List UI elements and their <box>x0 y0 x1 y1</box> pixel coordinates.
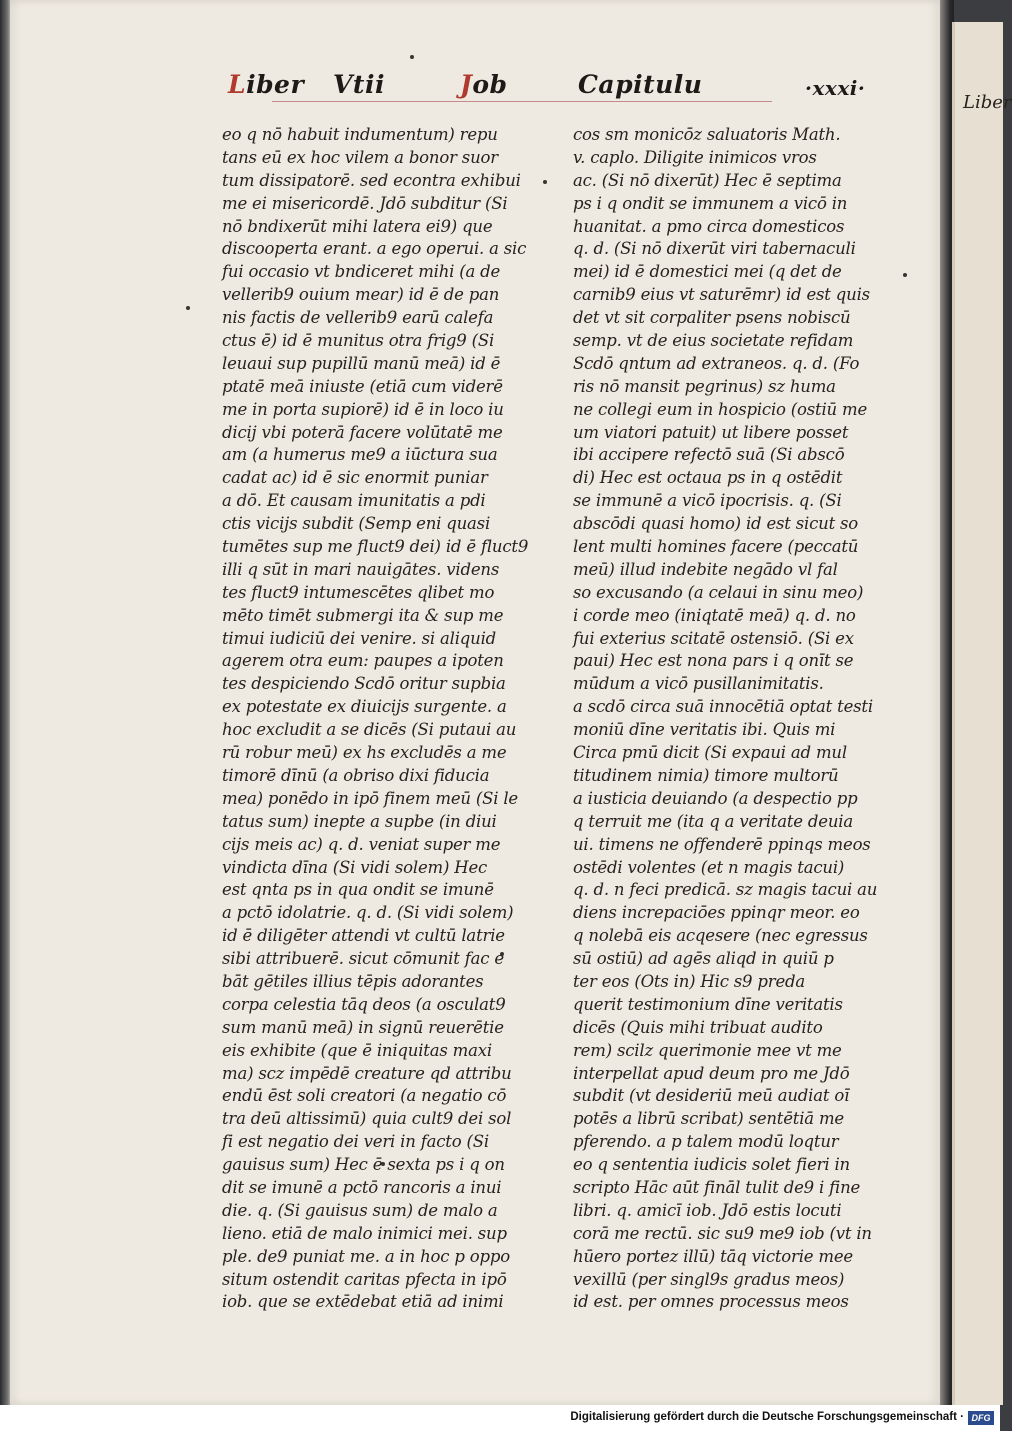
text-line: cadat ac) id ē sic enormit puniar <box>222 468 488 488</box>
dfg-logo: DFG <box>968 1411 994 1425</box>
text-line: hoc excludit a se dicēs (Si putaui au <box>222 720 517 740</box>
text-line: me in porta supiorē) id ē in loco iu <box>222 399 504 419</box>
pin-mark <box>410 55 414 59</box>
adjacent-page-header: Liber <box>963 92 1012 113</box>
header-capitulum: Capitulu <box>578 70 703 99</box>
text-line: die. q. (Si gauisus sum) de malo a <box>222 1200 498 1220</box>
text-line: ac. (Si nō dixerūt) Hec ē septima <box>573 170 842 190</box>
text-line: lieno. etiā de malo inimici mei. sup <box>222 1223 507 1243</box>
text-line: mea) ponēdo in ipō finem meū (Si le <box>222 788 518 808</box>
text-line: mei) id ē domestici mei (q det de <box>573 262 842 282</box>
text-line: gauisus sum) Hec ē sexta ps i q on <box>222 1155 505 1175</box>
text-line: se immunē a vicō ipocrisis. q. (Si <box>573 491 842 511</box>
text-line: sibi attribuerē. sicut cōmunit fac e <box>222 949 504 969</box>
text-line: vindicta dīna (Si vidi solem) Hec <box>222 857 488 877</box>
text-line: mūdum a vicō pusillanimitatis. <box>573 674 824 694</box>
header-liber-rest: iber <box>246 70 305 99</box>
text-line: illi q sūt in mari nauigātes. videns <box>222 559 500 579</box>
text-line: q nolebā eis acqesere (nec egressus <box>573 926 868 946</box>
text-column-right <box>573 124 878 1314</box>
text-line: sum manū meā) in signū reuerētie <box>222 1017 504 1037</box>
text-line: vexillū (per singl9s gradus meos) <box>573 1269 845 1289</box>
text-line: dit se imunē a pctō rancoris a inui <box>222 1177 502 1197</box>
text-line: ostēdi volentes (et n magis tacui) <box>573 857 845 877</box>
text-line: di) Hec est octaua ps in q ostēdit <box>573 468 843 488</box>
text-column-left <box>222 124 529 1314</box>
text-line: fui exterius scitatē ostensiō. (Si ex <box>573 628 854 648</box>
text-line: tes fluct9 intumescētes qlibet mo <box>222 582 495 602</box>
text-line: cos sm monicōz saluatoris Math. <box>573 125 841 144</box>
text-line: v. caplo. Diligite inimicos vros <box>573 147 817 167</box>
header-job-initial: J <box>460 70 473 99</box>
text-line: ctus ē) id ē munitus otra frig9 (Si <box>222 331 495 351</box>
text-line: est qnta ps in qua ondit se imunē <box>222 880 494 900</box>
text-line: eo q sententia iudicis solet fieri in <box>573 1155 850 1175</box>
text-line: huanitat. a pmo circa domesticos <box>573 216 845 236</box>
text-line: ma) scz impēdē creature qd attribu <box>222 1063 512 1083</box>
text-line: sū ostiū) ad agēs aliqd in quiū p <box>573 949 834 969</box>
text-line: abscōdi quasi homo) id est sicut so <box>573 514 859 534</box>
text-line: tatus sum) inepte a supbe (in diui <box>222 811 497 831</box>
text-line: moniū dīne veritatis ibi. Quis mi <box>573 720 836 740</box>
text-line: vellerib9 ouium mear) id ē de pan <box>222 285 500 305</box>
text-line: mēto timēt submergi ita & sup me <box>222 605 504 625</box>
text-line: potēs a librū scribat) sentētiā me <box>573 1109 845 1129</box>
text-line: situm ostendit caritas pfecta in ipō <box>222 1269 507 1289</box>
text-line: tes despiciendo Scdō oritur supbia <box>222 674 506 694</box>
text-line: ptatē meā iniuste (etiā cum viderē <box>222 376 503 396</box>
text-line: me ei misericordē. Jdō subditur (Si <box>222 193 508 213</box>
text-line: ctis vicijs subdit (Semp eni quasi <box>222 514 491 534</box>
text-line: iob. que se extēdebat etiā ad inimi <box>222 1292 504 1312</box>
text-line: um viatori patuit) ut libere posset <box>573 422 849 442</box>
text-line: fui occasio vt bndiceret mihi (a de <box>222 262 501 282</box>
text-line: id est. per omnes processus meos <box>573 1292 849 1312</box>
text-line: q terruit me (ita q a veritate deuia <box>573 811 853 831</box>
text-line: ne collegi eum in hospicio (ostiū me <box>573 399 868 419</box>
text-line: titudinem nimia) timore multorū <box>573 765 839 785</box>
text-line: subdit (vt desideriū meū audiat oī <box>573 1086 850 1106</box>
text-line: leuaui sup pupillū manū meā) id ē <box>222 353 501 373</box>
text-line: rem) scilz querimonie mee vt me <box>573 1040 842 1060</box>
text-line: fi est negatio dei veri in facto (Si <box>222 1132 489 1152</box>
pin-mark <box>903 273 907 277</box>
text-line: discooperta erant. a ego operui. a sic <box>222 239 527 259</box>
footer-bar <box>0 1405 1000 1431</box>
text-line: cijs meis ac) q. d. veniat super me <box>222 834 501 854</box>
text-line: Scdō qntum ad extraneos. q. d. (Fo <box>573 353 860 373</box>
text-line: so excusando (a celaui in sinu meo) <box>573 582 864 602</box>
footer-credit: Digitalisierung gefördert durch die Deutsche Forschungsgemeinschaft · <box>570 1411 964 1423</box>
text-line: ps i q ondit se immunem a vicō in <box>573 193 848 213</box>
text-line: ibi accipere refectō suā (Si abscō <box>573 445 845 465</box>
text-line: a dō. Et causam imunitatis a pdi <box>222 491 486 511</box>
text-line: timui iudiciū dei venire. si aliquid <box>222 628 497 648</box>
text-line: tans eū ex hoc vilem a bonor suor <box>222 147 498 167</box>
text-line: ple. de9 puniat me. a in hoc p oppo <box>222 1246 510 1266</box>
folio-number: xxxi <box>812 76 858 100</box>
text-line: endū ēst soli creatori (a negatio cō <box>222 1086 507 1106</box>
text-line: ter eos (Ots in) Hic s9 preda <box>573 971 806 991</box>
text-line: hūero portez illū) tāq victorie mee <box>573 1246 853 1266</box>
text-line: paui) Hec est nona pars i q onīt se <box>573 651 854 671</box>
header-number: Vtii <box>333 70 385 99</box>
text-line: id ē diligēter attendi vt cultū latrie <box>222 926 505 946</box>
text-line: scripto Hāc aūt fināl tulit de9 i fine <box>573 1177 861 1197</box>
text-line: dicēs (Quis mihi tribuat audito <box>573 1017 823 1037</box>
text-line: interpellat apud deum pro me Jdō <box>573 1063 850 1083</box>
text-line: eis exhibite (que ē iniquitas maxi <box>222 1040 492 1060</box>
pin-mark <box>186 306 190 310</box>
text-line: carnib9 eius vt saturēmr) id est quis <box>573 285 870 305</box>
text-line: am (a humerus me9 a iūctura sua <box>222 445 498 465</box>
text-line: a pctō idolatrie. q. d. (Si vidi solem) <box>222 903 514 923</box>
text-line: agerem otra eum: paupes a ipoten <box>222 651 504 671</box>
text-line: a scdō circa suā innocētiā optat testi <box>573 697 873 717</box>
text-line: timorē dīnū (a obriso dixi fiducia <box>222 765 490 785</box>
text-line: corā me rectū. sic su9 me9 iob (vt in <box>573 1223 872 1243</box>
text-line: det vt sit corpaliter psens nobiscū <box>573 308 851 328</box>
header-job-rest: ob <box>472 70 508 99</box>
text-line: dicij vbi poterā facere volūtatē me <box>222 422 503 442</box>
header-rule <box>272 101 772 102</box>
text-line: q. d. (Si nō dixerūt viri tabernaculi <box>573 239 856 259</box>
manuscript-page <box>10 0 942 1405</box>
text-line: nō bndixerūt mihi latera ei9) que <box>222 216 493 236</box>
pin-mark <box>543 180 547 184</box>
text-line: pferendo. a p talem modū loqtur <box>573 1132 839 1152</box>
text-line: tra deū altissimū) quia cult9 dei sol <box>222 1109 512 1129</box>
text-line: lent multi homines facere (peccatū <box>573 537 859 557</box>
text-line: corpa celestia tāq deos (a osculat9 <box>222 994 506 1014</box>
text-line: ris nō mansit pegrinus) sz huma <box>573 376 836 396</box>
text-line: q. d. n feci predicā. sz magis tacui au <box>573 880 878 900</box>
text-line: semp. vt de eius societate refidam <box>573 331 854 351</box>
text-line: nis factis de vellerib9 earū calefa <box>222 308 494 328</box>
text-line: rū robur meū) ex hs excludēs a me <box>222 743 507 763</box>
text-line: meū) illud indebite negādo vl fal <box>573 559 838 579</box>
text-line: eo q nō habuit indumentum) repu <box>222 125 498 144</box>
text-line: i corde meo (iniqtatē meā) q. d. no <box>573 605 856 625</box>
header-liber-initial: L <box>228 70 247 99</box>
adjacent-page <box>952 22 1012 1405</box>
text-line: ui. timens ne offenderē ppinqs meos <box>573 834 871 854</box>
text-line: tum dissipatorē. sed econtra exhibui <box>222 170 521 190</box>
text-line: a iusticia deuiando (a despectio pp <box>573 788 858 808</box>
text-line: ex potestate ex diuicijs surgente. a <box>222 697 507 717</box>
header-folio: ·xxxi· <box>805 76 866 100</box>
text-line: bāt gētiles illius tēpis adorantes <box>222 971 484 991</box>
text-line: Circa pmū dicit (Si expaui ad mul <box>573 743 847 763</box>
text-line: querit testimonium dīne veritatis <box>573 994 843 1014</box>
text-line: diens increpaciōes ppinqr meor. eo <box>573 903 860 923</box>
text-line: libri. q. amicī iob. Jdō estis locuti <box>573 1200 842 1220</box>
text-line: tumētes sup me fluct9 dei) id ē fluct9 <box>222 537 529 557</box>
